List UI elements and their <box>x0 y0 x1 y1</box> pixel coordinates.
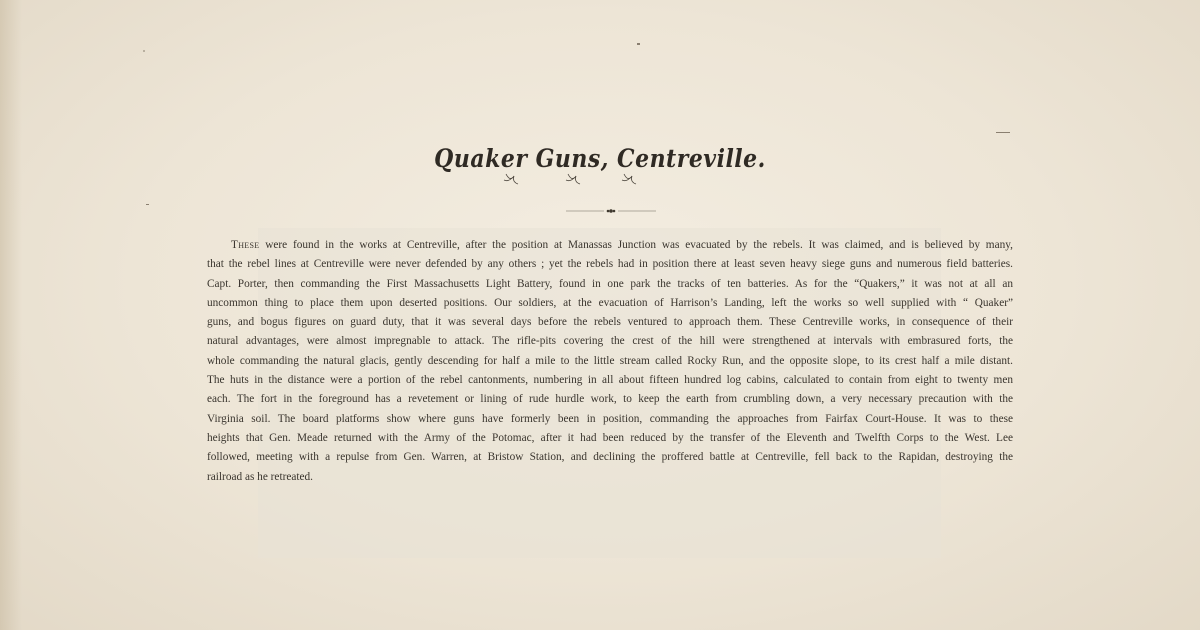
paragraph-line: uncommon thing to place them upon deserted positions. Our soldiers, at the evacuation of Harrison’s Landing, left the works so well supplied with “ Quaker” <box>207 296 1013 309</box>
title-flourishes <box>498 172 648 186</box>
paragraph-line: that the rebel lines at Centreville were never defended by any others ; yet the rebels had in position there at least seven heavy siege guns and numerous field batteries. <box>207 258 1013 271</box>
page-gutter-shadow <box>0 0 22 630</box>
paragraph-line: Virginia soil. The board platforms show where guns have formerly been in position, commanding the approaches from Fairfax Court-House. It was to these <box>207 412 1013 425</box>
paragraph-line: railroad as he retreated. <box>207 470 314 483</box>
title-block <box>430 146 770 172</box>
paragraph-line: guns, and bogus figures on guard duty, that it was several days before the rebels ventured to approach them. These Centreville works, in consequence of their <box>207 316 1013 329</box>
paper-speck <box>637 43 640 45</box>
paragraph-line-text: were found in the works at Centreville, after the position at Manassas Junction was evacuated by the rebels. It was claimed, and is believed by many, <box>259 239 1013 251</box>
divider-ornament <box>566 206 656 216</box>
lead-word: These <box>231 239 260 251</box>
paragraph-line: heights that Gen. Meade returned with the Army of the Potomac, after it had been reduced by the transfer of the Eleventh and Twelfth Corps to the West. Lee <box>207 431 1013 444</box>
paragraph-line: whole commanding the natural glacis, gently descending for half a mile to the little stream called Rocky Run, and the opposite slope, to its crest half a mile distant. <box>207 354 1013 367</box>
paragraph-line: Capt. Porter, then commanding the First Massachusetts Light Battery, found in one park the tracks of ten batteries. As for the “Quakers,” it was not at all an <box>207 277 1013 290</box>
paragraph-line: natural advantages, were almost impregnable to attack. The rifle-pits covering the crest of the hill were strengthened at intervals with embrasured forts, the <box>207 335 1013 348</box>
paper-speck <box>146 204 149 205</box>
page-title: Quaker Guns, Centreville. <box>434 144 766 174</box>
paragraph-line: each. The fort in the foreground has a revetement or lining of rude hurdle work, to keep the earth from crumbling down, a very necessary precaution with the <box>207 393 1013 406</box>
paragraph-line <box>207 236 1013 255</box>
paragraph-line: followed, meeting with a repulse from Gen. Warren, at Bristow Station, and declining the proffered battle at Centreville, fell back to the Rapidan, destroying the <box>207 451 1013 464</box>
paper-speck <box>996 132 1010 133</box>
paragraph-line: The huts in the distance were a portion of the rebel cantonments, numbering in all about fifteen hundred log cabins, calculated to contain from eight to twenty men <box>207 374 1013 387</box>
description-paragraph <box>207 236 1013 487</box>
paper-speck <box>143 50 145 52</box>
